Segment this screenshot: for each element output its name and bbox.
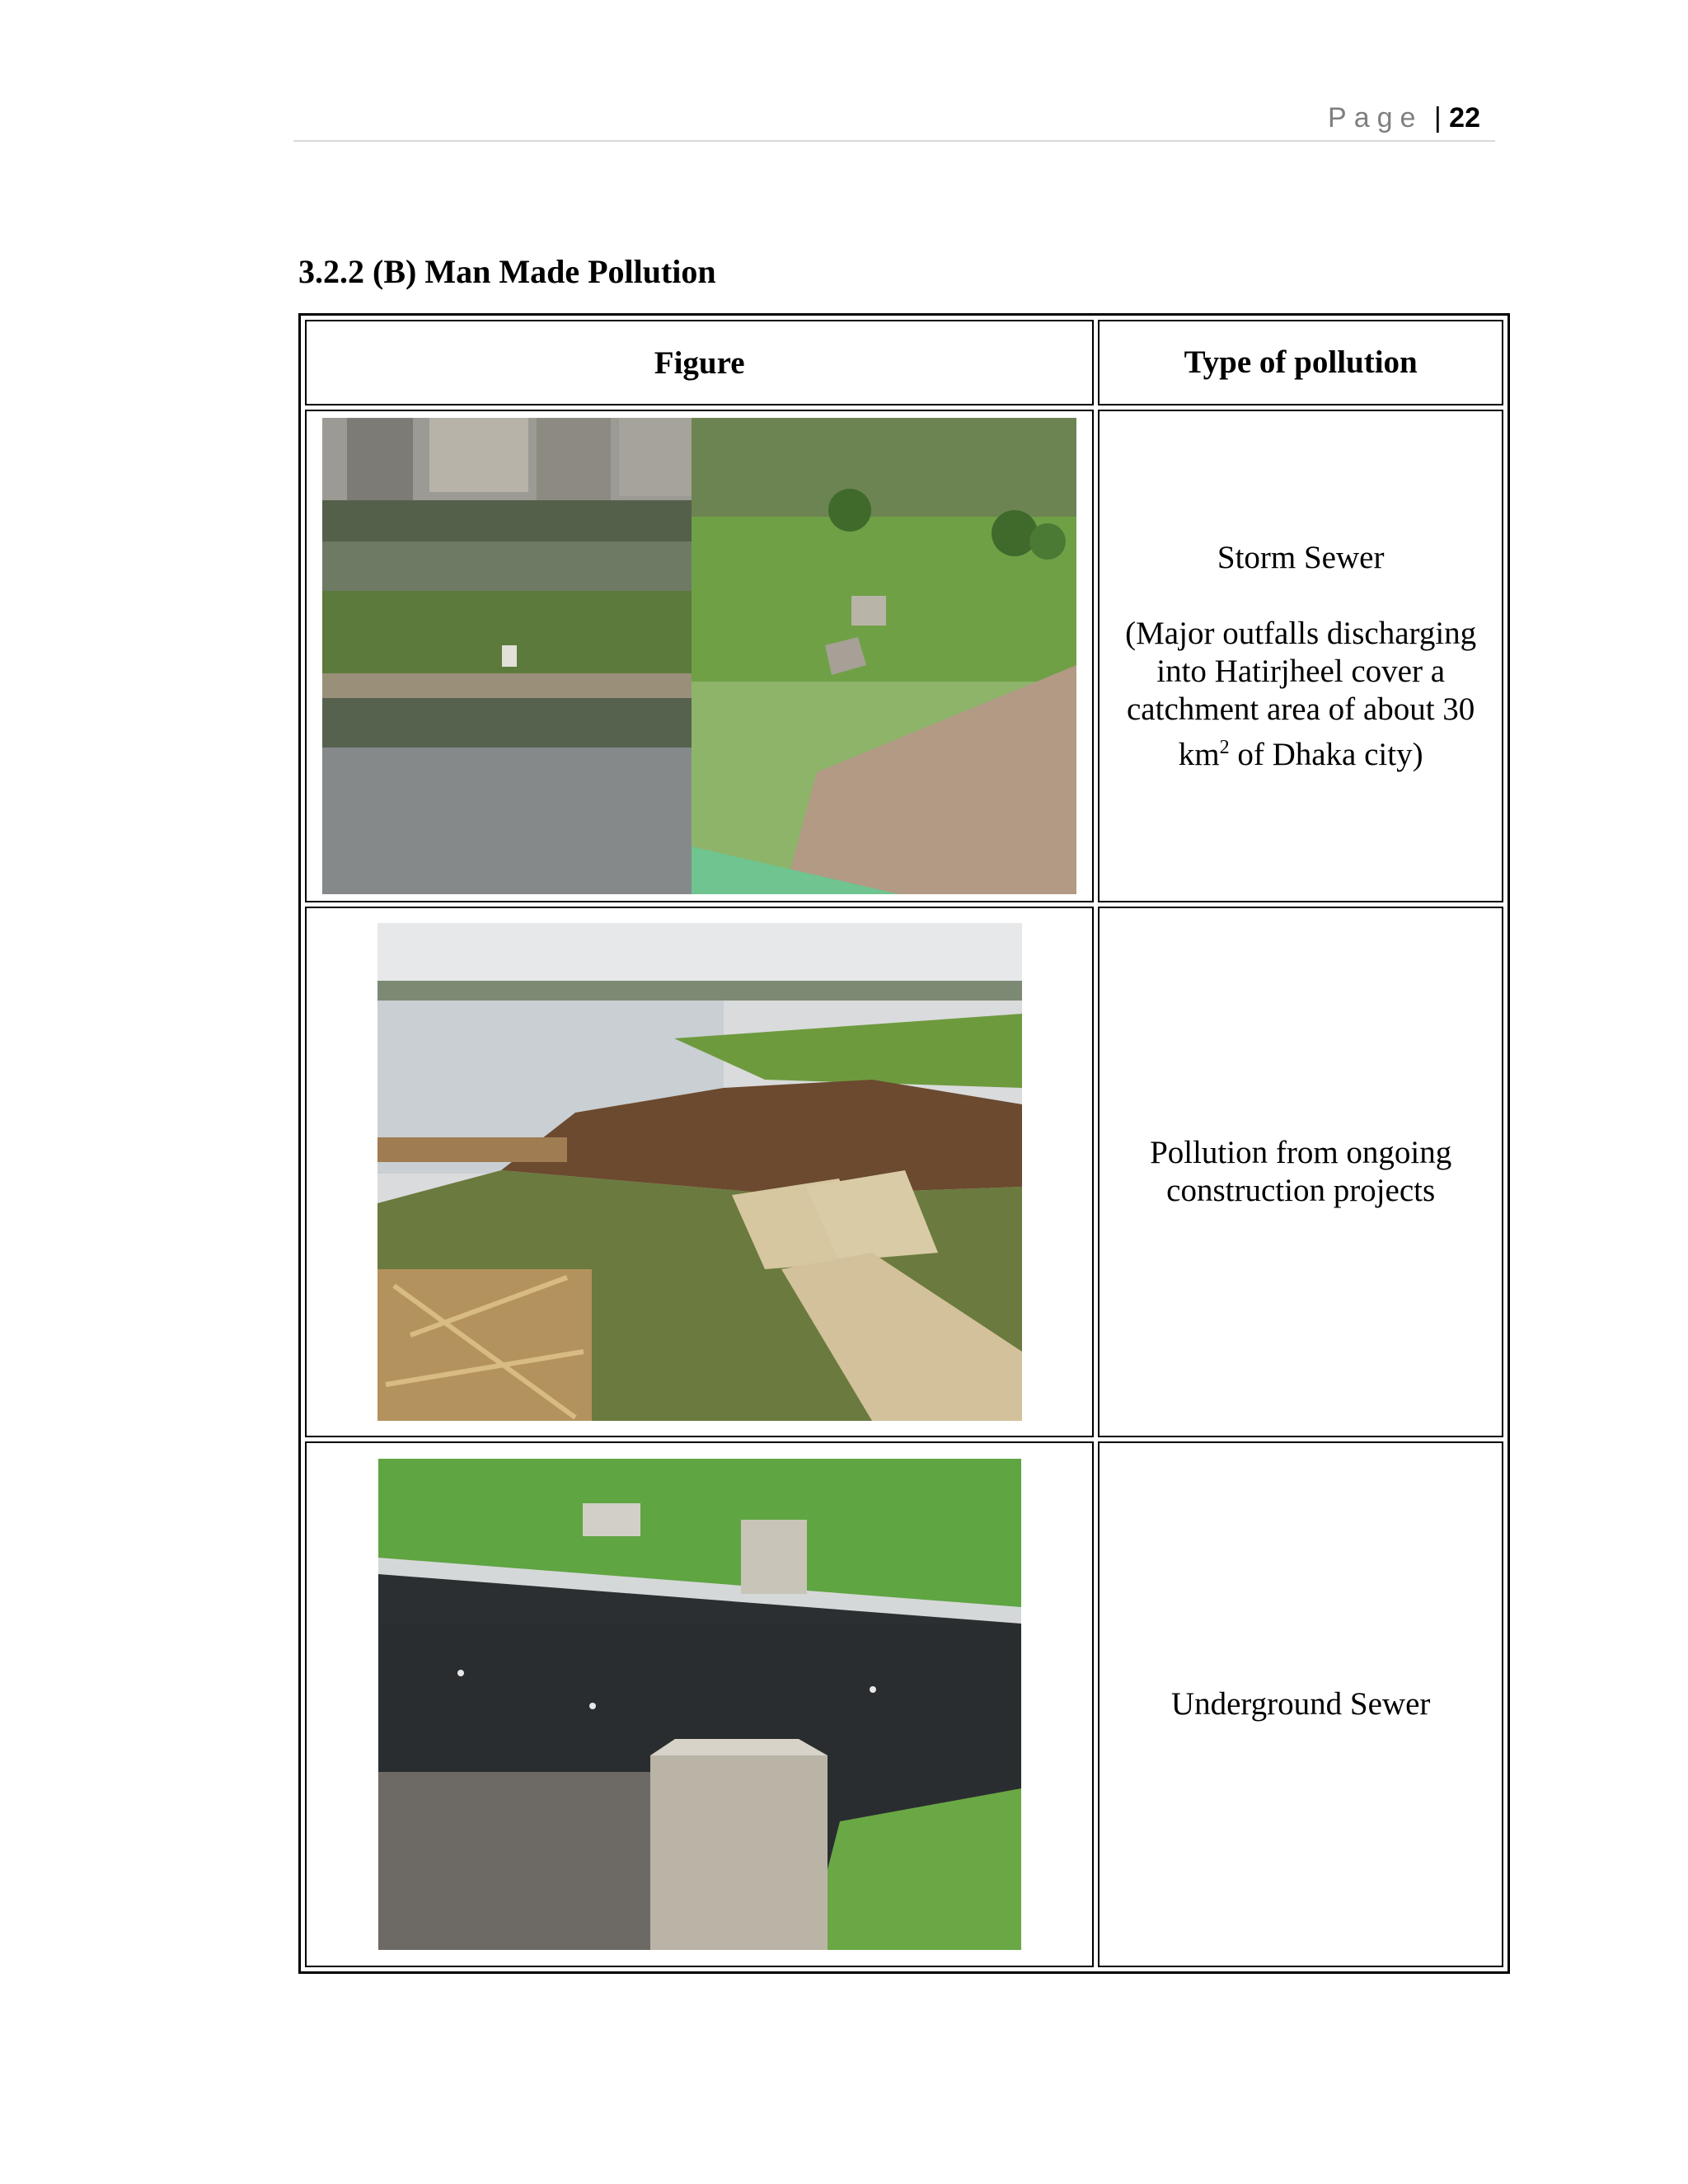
type-title: Storm Sewer: [1217, 539, 1385, 575]
type-note: [1100, 615, 1502, 774]
storm-sewer-photo: [322, 418, 1076, 894]
type-cell: [1098, 1441, 1503, 1967]
table-header-row: [305, 320, 1503, 405]
underground-sewer-photo: [378, 1459, 1021, 1950]
page-separator: |: [1433, 102, 1442, 134]
header-figure: Figure: [305, 320, 1094, 405]
page-header: [293, 97, 1495, 142]
type-cell: [1098, 410, 1503, 902]
figure-cell: [305, 1441, 1094, 1967]
table-row: [305, 1441, 1503, 1967]
table-row: [305, 907, 1503, 1437]
type-title: Underground Sewer: [1170, 1686, 1431, 1722]
section-heading: 3.2.2 (B) Man Made Pollution: [298, 253, 716, 290]
header-type: Type of pollution: [1098, 320, 1503, 405]
type-note-pre: (Major outfalls discharging into Hatirjheel cover a catchment area of about 30 km: [1125, 615, 1477, 772]
type-title: Pollution from ongoing construction projects: [1150, 1135, 1452, 1208]
figure-cell: [305, 410, 1094, 902]
type-note-post: of Dhaka city): [1229, 736, 1423, 772]
page-word: Page: [1328, 102, 1423, 134]
figure-cell: [305, 907, 1094, 1437]
page-number-value: 22: [1449, 102, 1480, 134]
page-number: [1328, 102, 1480, 134]
table-row: [305, 410, 1503, 902]
construction-photo: [377, 923, 1022, 1421]
type-note-sup: 2: [1219, 736, 1230, 758]
pollution-table: [298, 313, 1510, 1974]
type-cell: [1098, 907, 1503, 1437]
